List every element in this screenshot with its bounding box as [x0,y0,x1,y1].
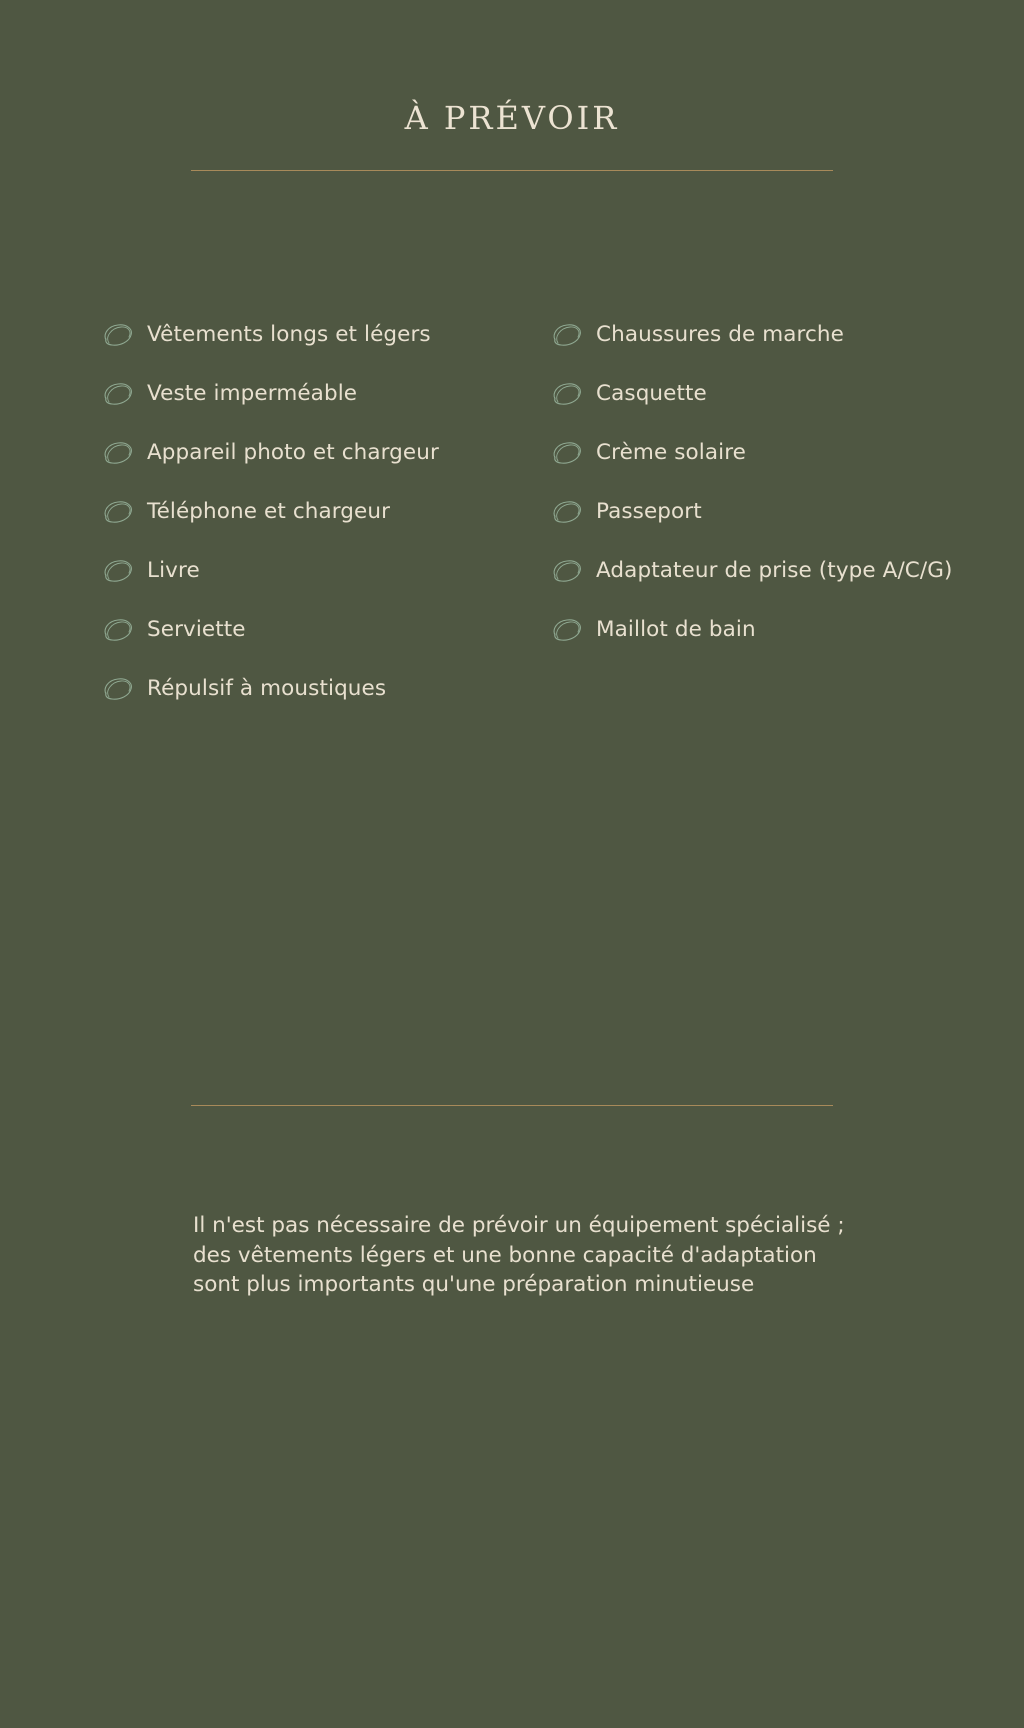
checklist-item-label: Livre [147,558,200,583]
checklist-item[interactable] [102,305,439,364]
checklist-item[interactable] [102,659,439,718]
checkbox-icon[interactable] [551,322,583,348]
checklist-item[interactable] [551,305,953,364]
checklist-item[interactable] [102,482,439,541]
checklist-item-label: Veste imperméable [147,381,358,406]
packing-note: Il n'est pas nécessaire de prévoir un équipement spécialisé ; des vêtements légers et une bonne capacité d'adaptation sont plus importants qu'une préparation minutieuse [193,1213,845,1297]
page-title: À PRÉVOIR [404,99,620,137]
checkbox-icon[interactable] [102,676,134,702]
checklist-item[interactable] [102,423,439,482]
checklist-item-label: Chaussures de marche [596,322,844,347]
checkbox-icon[interactable] [102,322,134,348]
checklist-item[interactable] [551,482,953,541]
checklist-item[interactable] [551,423,953,482]
checkbox-icon[interactable] [551,499,583,525]
checklist-item-label: Serviette [147,617,246,642]
checklist-item[interactable] [102,600,439,659]
checklist-item-label: Casquette [596,381,707,406]
checklist-item-label: Passeport [596,499,702,524]
bottom-divider [191,1105,833,1106]
checklist-right-column [551,305,953,659]
checklist-item[interactable] [551,541,953,600]
checklist-item[interactable] [551,600,953,659]
checkbox-icon[interactable] [551,381,583,407]
checklist-item-label: Maillot de bain [596,617,756,642]
checkbox-icon[interactable] [551,617,583,643]
checklist-left-column [102,305,439,718]
checklist-item-label: Appareil photo et chargeur [147,440,439,465]
checkbox-icon[interactable] [102,381,134,407]
checkbox-icon[interactable] [102,440,134,466]
checkbox-icon[interactable] [102,499,134,525]
checklist-item-label: Crème solaire [596,440,746,465]
checkbox-icon[interactable] [102,617,134,643]
checklist-item-label: Répulsif à moustiques [147,676,387,701]
checklist-item[interactable] [102,541,439,600]
checklist-item-label: Adaptateur de prise (type A/C/G) [596,558,953,583]
checkbox-icon[interactable] [102,558,134,584]
checklist-item[interactable] [102,364,439,423]
checkbox-icon[interactable] [551,558,583,584]
checklist-item[interactable] [551,364,953,423]
top-divider [191,170,833,171]
checklist-item-label: Téléphone et chargeur [147,499,391,524]
checkbox-icon[interactable] [551,440,583,466]
checklist-item-label: Vêtements longs et légers [147,322,431,347]
